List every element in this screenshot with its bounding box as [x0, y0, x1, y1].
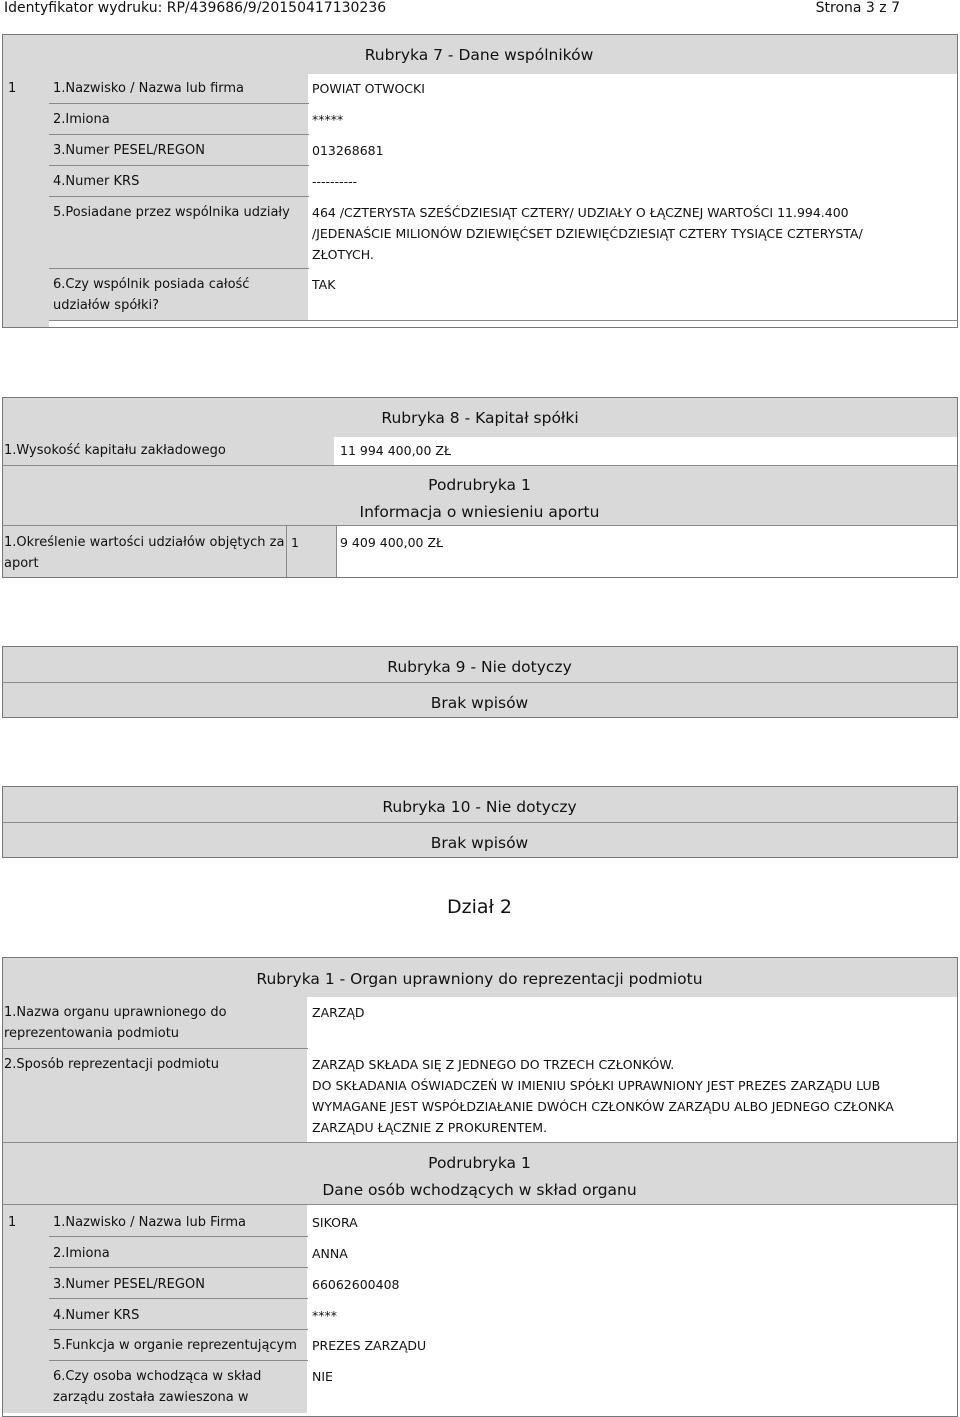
- person-value-name: SIKORA: [312, 1215, 358, 1230]
- person-label-suspended: 6.Czy osoba wchodząca w skład zarządu została zawieszona w: [53, 1369, 262, 1405]
- person-label-firstnames: 2.Imiona: [53, 1246, 110, 1261]
- sposob-label: 2.Sposób reprezentacji podmiotu: [4, 1057, 219, 1072]
- person-value-krs: ****: [312, 1308, 337, 1323]
- rubryka-10-title: Rubryka 10 - Nie dotyczy: [382, 798, 577, 816]
- rubryka-7-title: Rubryka 7 - Dane wspólników: [364, 46, 594, 64]
- person-label-krs: 4.Numer KRS: [53, 1308, 140, 1323]
- aport-number: 1: [291, 535, 299, 550]
- page-number: Strona 3 z 7: [815, 0, 900, 16]
- field-value-shares: 464 /CZTERYSTA SZEŚĆDZIESIĄT CZTERY/ UDZIAŁY O ŁĄCZNEJ WARTOŚCI 11.994.400 /JEDENAŚCIE MILIONÓW DZIEWIĘĆSET DZIEWIĘĆDZIESIĄT CZTERY TYSIĄCE CZTERYSTA/ ZŁOTYCH.: [312, 205, 863, 262]
- field-label-krs: 4.Numer KRS: [53, 174, 140, 189]
- aport-label: 1.Określenie wartości udziałów objętych za aport: [4, 535, 285, 571]
- field-label-all-shares: 6.Czy wspólnik posiada całość udziałów spółki?: [53, 277, 250, 313]
- dzial-2-rubryka-1-title: Rubryka 1 - Organ uprawniony do reprezentacji podmiotu: [256, 970, 703, 988]
- print-identifier: Identyfikator wydruku: RP/439686/9/20150417130236: [4, 0, 387, 16]
- subsection-title: Podrubryka 1: [428, 1154, 531, 1172]
- field-value-all-shares: TAK: [312, 277, 336, 292]
- subsection-subtitle: Dane osób wchodzących w skład organu: [322, 1181, 637, 1199]
- capital-label: 1.Wysokość kapitału zakładowego: [4, 443, 226, 458]
- person-value-pesel: 66062600408: [312, 1277, 400, 1292]
- dzial-heading: Dział 2: [446, 896, 513, 918]
- field-value-name: POWIAT OTWOCKI: [312, 81, 425, 96]
- rubryka-9-title: Rubryka 9 - Nie dotyczy: [387, 658, 572, 676]
- field-label-name: 1.Nazwisko / Nazwa lub firma: [53, 81, 245, 96]
- organ-label: 1.Nazwa organu uprawnionego do reprezentowania podmiotu: [4, 1005, 227, 1041]
- subsection-title: Podrubryka 1: [428, 476, 531, 494]
- field-label-shares: 5.Posiadane przez wspólnika udziały: [53, 205, 290, 220]
- field-value-krs: ----------: [312, 174, 358, 189]
- capital-value: 11 994 400,00 ZŁ: [340, 443, 452, 458]
- person-label-function: 5.Funkcja w organie reprezentującym: [53, 1338, 297, 1353]
- person-value-firstnames: ANNA: [312, 1246, 348, 1261]
- field-label-firstnames: 2.Imiona: [53, 112, 110, 127]
- organ-value: ZARZĄD: [312, 1005, 365, 1020]
- person-number: 1: [8, 1215, 17, 1230]
- rubryka-8-title: Rubryka 8 - Kapitał spółki: [381, 409, 579, 427]
- person-value-function: PREZES ZARZĄDU: [312, 1338, 427, 1353]
- field-label-pesel: 3.Numer PESEL/REGON: [53, 143, 205, 158]
- rubryka-9-empty: Brak wpisów: [430, 694, 529, 712]
- sposob-value: ZARZĄD SKŁADA SIĘ Z JEDNEGO DO TRZECH CZŁONKÓW. DO SKŁADANIA OŚWIADCZEŃ W IMIENIU SPÓŁKI UPRAWNIONY JEST PREZES ZARZĄDU LUB WYMAGANE JEST WSPÓŁDZIAŁANIE DWÓCH CZŁONKÓW ZARZĄDU ALBO JEDNEGO CZŁONKA ZARZĄDU ŁĄCZNIE Z PROKURENTEM.: [312, 1057, 894, 1135]
- field-value-pesel: 013268681: [312, 143, 384, 158]
- subsection-subtitle: Informacja o wniesieniu aportu: [359, 503, 600, 521]
- person-value-suspended: NIE: [312, 1369, 333, 1384]
- row-number: 1: [8, 81, 17, 96]
- field-value-firstnames: *****: [312, 112, 344, 127]
- rubryka-10-empty: Brak wpisów: [430, 834, 529, 852]
- aport-value: 9 409 400,00 ZŁ: [340, 535, 444, 550]
- person-label-pesel: 3.Numer PESEL/REGON: [53, 1277, 205, 1292]
- person-label-name: 1.Nazwisko / Nazwa lub Firma: [53, 1215, 246, 1230]
